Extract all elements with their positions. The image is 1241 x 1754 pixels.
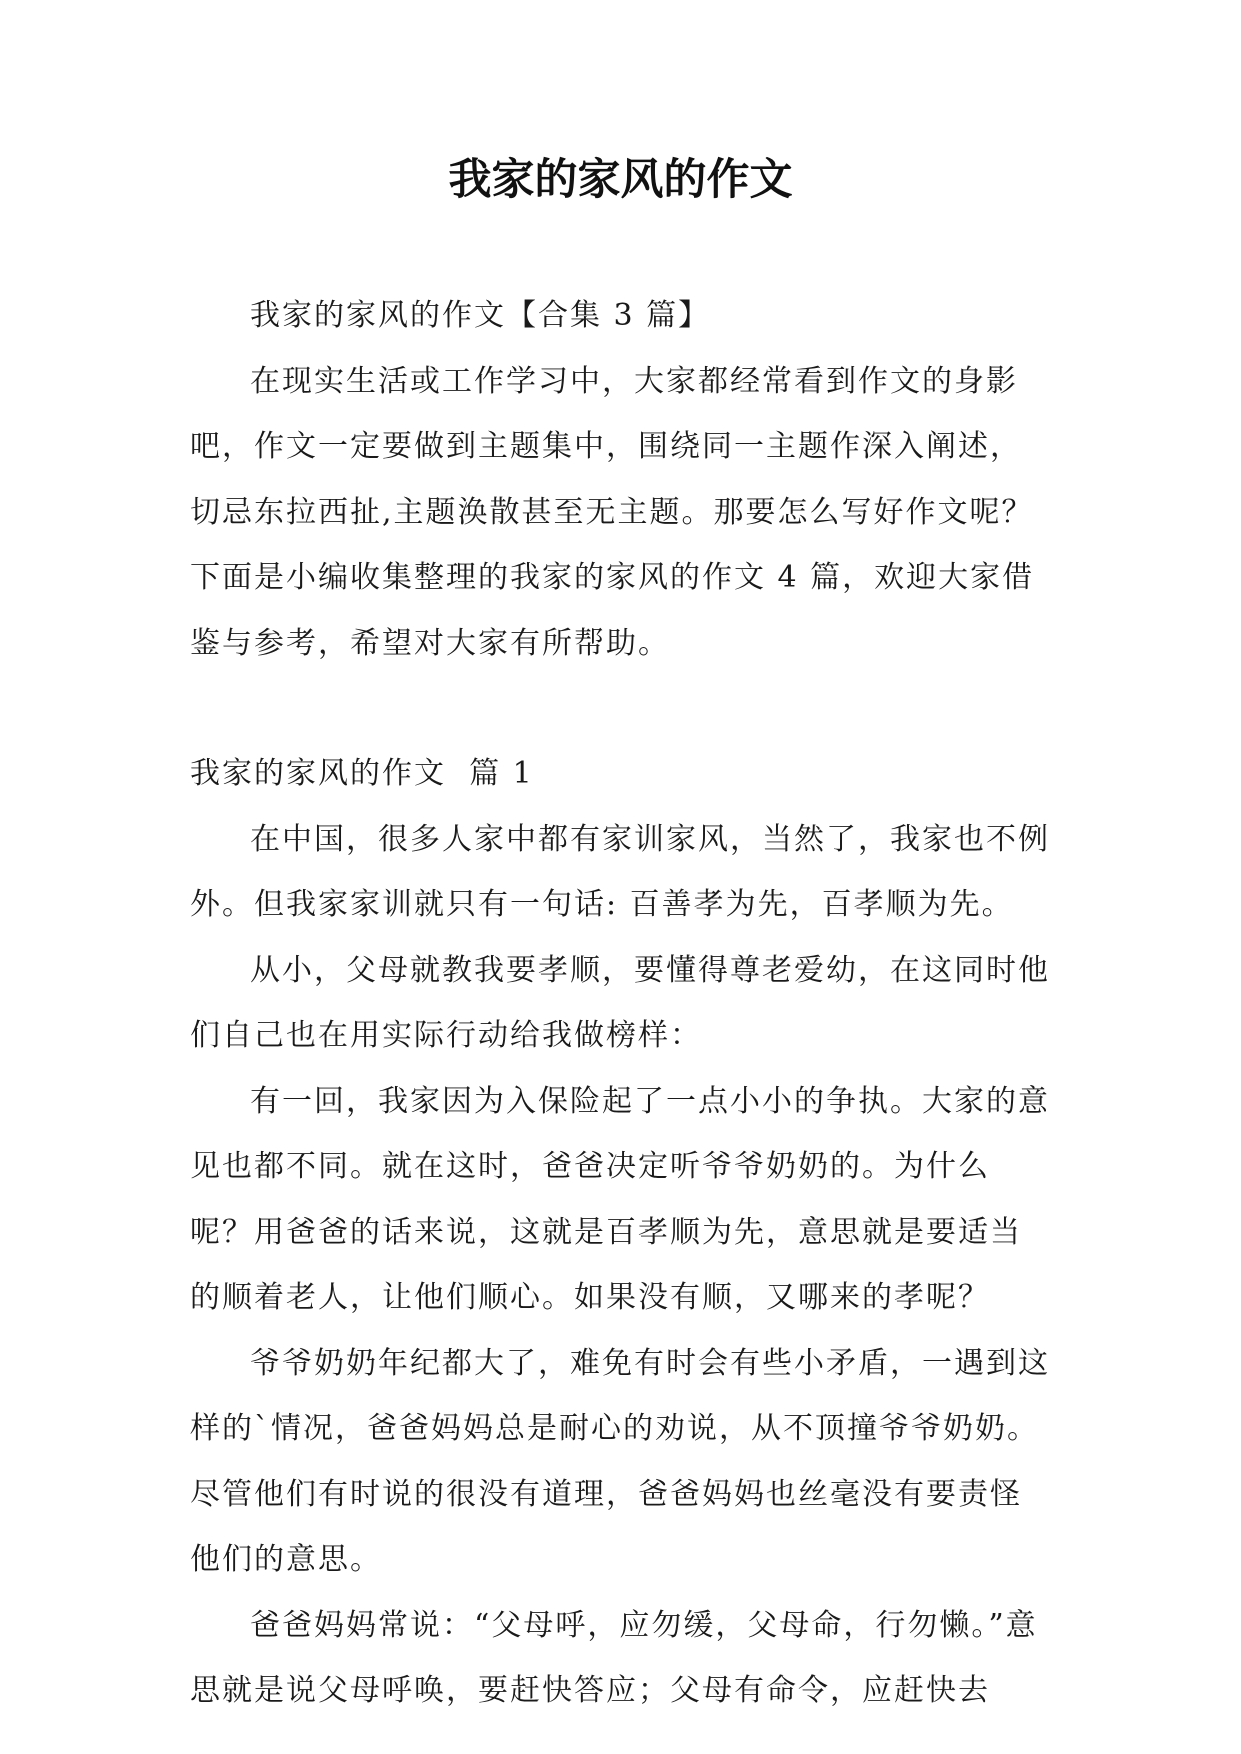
section-paragraph: 从小，父母就教我要孝顺，要懂得尊老爱幼，在这同时他们自己也在用实际行动给我做榜样： — [190, 952, 1050, 1053]
intro-paragraph: 在现实生活或工作学习中，大家都经常看到作文的身影吧，作文一定要做到主题集中，围绕同一主题作深入阐述，切忌东拉西扯,主题涣散甚至无主题。那要怎么写好作文呢？下面是小编收集整理的我家的家风的作文 4 篇，欢迎大家借鉴与参考，希望对大家有所帮助。 — [190, 363, 1035, 661]
section-paragraph: 爸爸妈妈常说：“父母呼，应勿缓，父母命，行勿懒。”意思就是说父母呼唤，要赶快答应；父母有命令，应赶快去 — [190, 1607, 1038, 1708]
paragraph-gap — [190, 676, 1050, 741]
document-body — [190, 283, 1050, 1724]
document-title: 我家的家风的作文 — [448, 155, 793, 205]
section-heading: 我家的家风的作文 篇 1 — [190, 756, 534, 791]
section-paragraph: 有一回，我家因为入保险起了一点小小的争执。大家的意见也都不同。就在这时，爸爸决定听爷爷奶奶的。为什么呢？用爸爸的话来说，这就是百孝顺为先，意思就是要适当的顺着老人，让他们顺心。如果没有顺，又哪来的孝呢？ — [190, 1083, 1050, 1315]
section-paragraph: 在中国，很多人家中都有家训家风，当然了，我家也不例外。但我家家训就只有一句话: 百善孝为先，百孝顺为先。 — [190, 821, 1050, 922]
section-paragraph: 爷爷奶奶年纪都大了，难免有时会有些小矛盾，一遇到这样的`情况，爸爸妈妈总是耐心的劝说，从不顶撞爷爷奶奶。尽管他们有时说的很没有道理，爸爸妈妈也丝毫没有要责怪他们的意思。 — [190, 1345, 1050, 1577]
intro-line: 我家的家风的作文【合集 3 篇】 — [250, 298, 711, 333]
